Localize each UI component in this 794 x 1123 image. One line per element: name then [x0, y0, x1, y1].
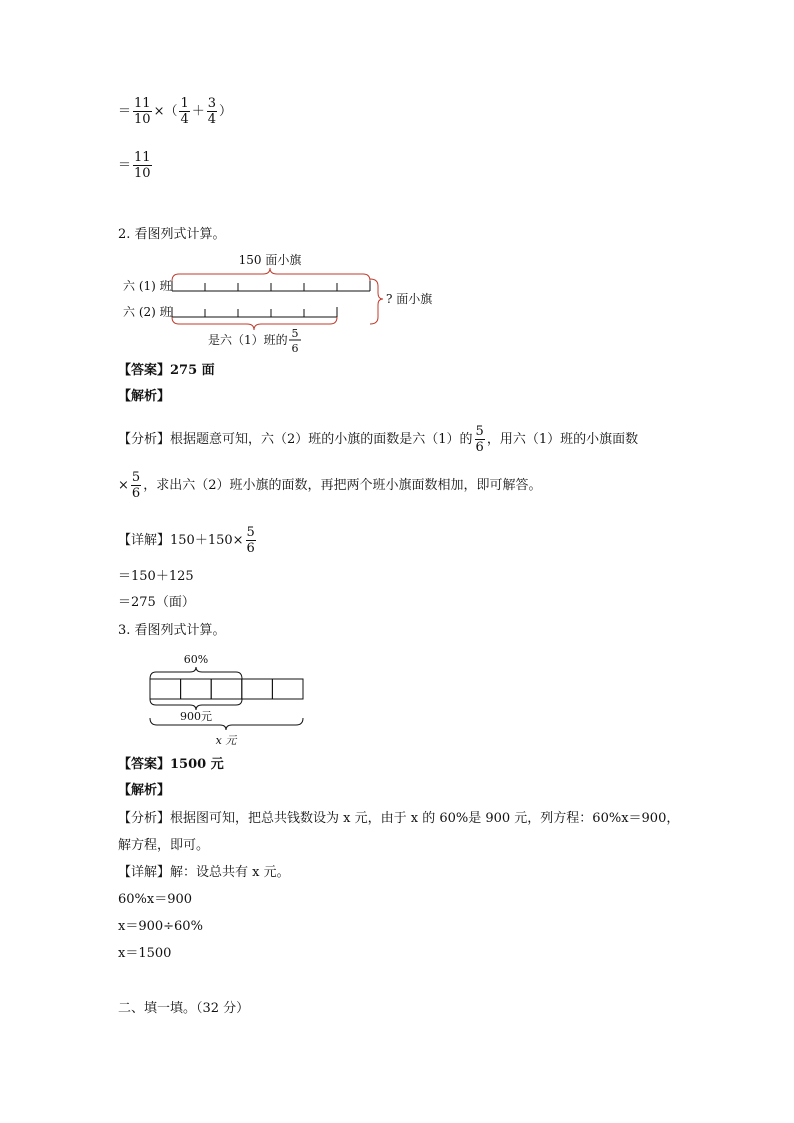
prev-solution-line-2: ＝ $\frac{11}{10}$: [118, 150, 151, 181]
q3-step-2: x＝900÷60%: [118, 919, 203, 934]
q3-detail: 【详解】解：设总共有 x 元。: [118, 865, 290, 880]
prev-solution-line-1: ＝ $\frac{11}{10}$ ×（ $\frac{1}{4}$ ＋ $\frac{3}{4}$ ）: [118, 96, 233, 127]
q2-analysis-title: 【解析】: [118, 389, 171, 404]
q2-step-2: ＝275（面）: [118, 595, 195, 610]
q3-top-label: 60%: [183, 653, 209, 666]
q2-row1-label: 六 (1) 班: [123, 279, 172, 293]
q3-mid-label: 900元: [180, 710, 212, 723]
q2-title: 2. 看图列式计算。: [118, 227, 226, 242]
q3-bottom-label: x 元: [215, 734, 237, 747]
q3-answer: 【答案】1500 元: [118, 757, 224, 772]
fraction: $\frac{1}{4}$: [180, 96, 189, 127]
fraction: $\frac{5}{6}$: [475, 424, 484, 455]
q2-step-1: ＝150＋125: [118, 569, 194, 584]
q2-top-brace: [172, 268, 370, 281]
q2-right-label: ? 面小旗: [386, 292, 433, 306]
q2-analysis-line-1: 【分析】根据题意可知，六（2）班的小旗的面数是六（1）的 $\frac{5}{6}$ ，用六（1）班的小旗面数: [118, 424, 639, 455]
fraction: $\frac{5}{6}$: [246, 525, 255, 556]
q2-bottom-frac-den: 6: [291, 342, 299, 355]
q3-analysis-line-1: 【分析】根据图可知，把总共钱数设为 x 元，由于 x 的 60%是 900 元，列方程：60%x＝900，: [118, 811, 680, 826]
fraction: $\frac{3}{4}$: [207, 96, 217, 127]
q3-step-3: x＝1500: [118, 946, 172, 961]
q3-analysis-title: 【解析】: [118, 783, 171, 798]
q2-analysis-line-2: × $\frac{5}{6}$ ，求出六（2）班小旗的面数，再把两个班小旗面数相加，即可解答。: [118, 470, 542, 501]
q2-bottom-label: 是六（1）班的: [208, 333, 288, 347]
q3-bottom-brace: [150, 718, 303, 730]
q3-title: 3. 看图列式计算。: [118, 623, 226, 638]
fraction: $\frac{11}{10}$: [134, 150, 151, 181]
q2-bottom-frac-num: 5: [291, 327, 299, 340]
q2-detail: 【详解】150＋150× $\frac{5}{6}$: [118, 525, 255, 556]
fraction: $\frac{5}{6}$: [131, 470, 141, 501]
q3-diagram: [118, 648, 318, 748]
q3-boxes: [150, 679, 303, 699]
q2-diagram: [115, 245, 455, 357]
fraction: $\frac{11}{10}$: [134, 96, 151, 127]
q3-step-1: 60%x＝900: [118, 892, 193, 907]
section-2-title: 二、填一填。（32 分）: [118, 1001, 250, 1016]
q2-right-brace: [370, 279, 383, 324]
q2-top-label: 150 面小旗: [238, 253, 302, 267]
q3-mid-brace: [150, 699, 242, 710]
q2-bottom-brace: [172, 317, 337, 330]
q2-row2-label: 六 (2) 班: [123, 305, 172, 319]
q2-answer: 【答案】275 面: [118, 363, 215, 378]
q3-top-brace: [150, 667, 242, 679]
q3-analysis-line-2: 解方程，即可。: [118, 838, 210, 853]
